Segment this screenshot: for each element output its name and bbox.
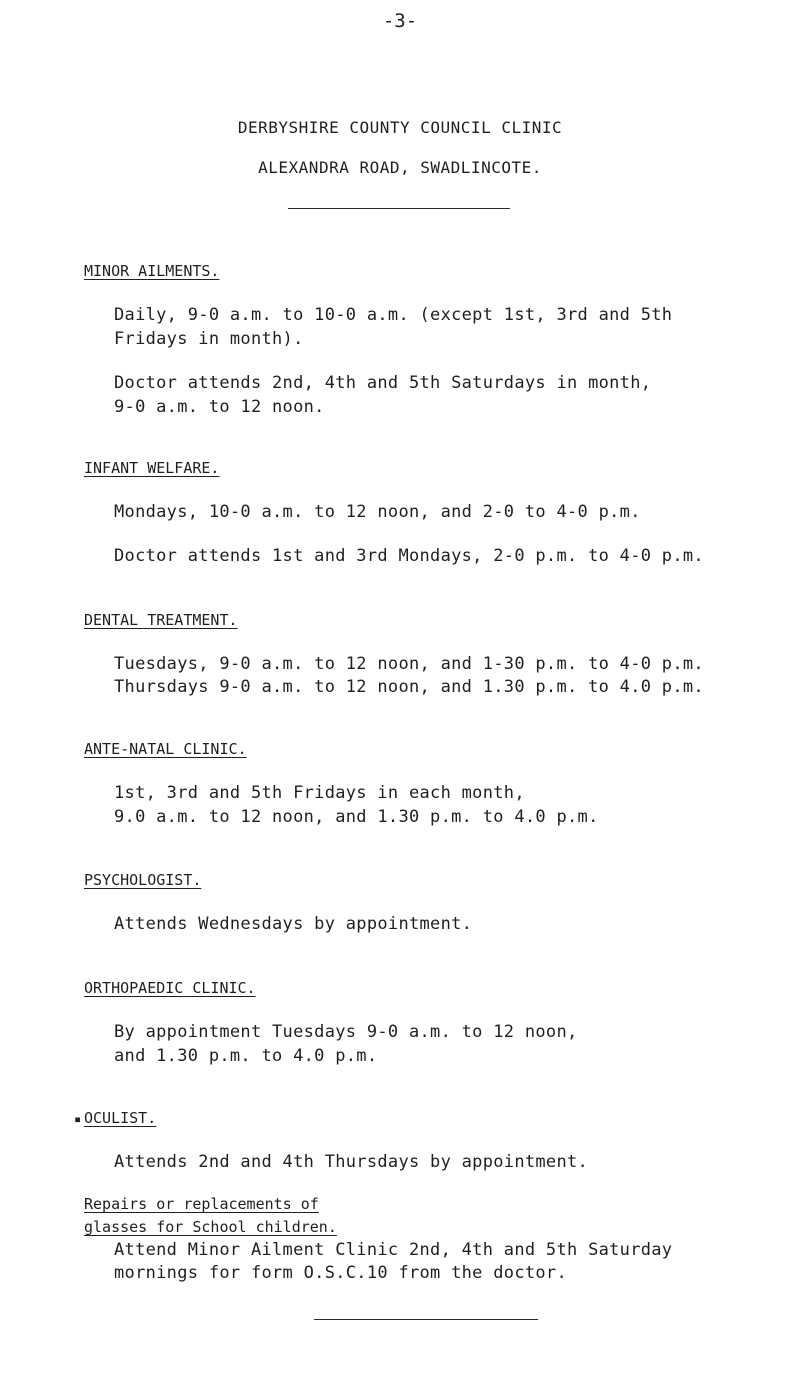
title-divider — [288, 208, 510, 209]
psychologist-line: Attends Wednesdays by appointment. — [114, 914, 473, 934]
ante-natal-clinic-line: 1st, 3rd and 5th Fridays in each month, — [114, 783, 525, 803]
section-heading-repairs-glasses: glasses for School children. — [84, 1218, 337, 1236]
infant-welfare-line: Mondays, 10-0 a.m. to 12 noon, and 2-0 to 4-0 p.m. — [114, 502, 641, 522]
repairs-glasses-line: mornings for form O.S.C.10 from the doctor. — [114, 1263, 567, 1283]
section-heading-ante-natal-clinic: ANTE-NATAL CLINIC. — [84, 740, 247, 758]
page-number: -3- — [382, 10, 418, 32]
section-heading-dental-treatment: DENTAL TREATMENT. — [84, 611, 238, 629]
orthopaedic-clinic-line: By appointment Tuesdays 9-0 a.m. to 12 noon, — [114, 1022, 578, 1042]
oculist-line: Attends 2nd and 4th Thursdays by appointment. — [114, 1152, 589, 1172]
minor-ailments-line: Doctor attends 2nd, 4th and 5th Saturdays in month, — [114, 373, 652, 393]
minor-ailments-line: 9-0 a.m. to 12 noon. — [114, 397, 325, 417]
minor-ailments-line: Fridays in month). — [114, 329, 304, 349]
section-heading-minor-ailments: MINOR AILMENTS. — [84, 262, 220, 280]
minor-ailments-line: Daily, 9-0 a.m. to 10-0 a.m. (except 1st, 3rd and 5th — [114, 305, 673, 325]
dental-treatment-line: Thursdays 9-0 a.m. to 12 noon, and 1.30 p.m. to 4.0 p.m. — [114, 677, 704, 697]
section-heading-oculist: OCULIST. — [84, 1109, 157, 1127]
section-heading-psychologist: PSYCHOLOGIST. — [84, 871, 202, 889]
infant-welfare-line: Doctor attends 1st and 3rd Mondays, 2-0 p.m. to 4-0 p.m. — [114, 546, 704, 566]
section-heading-infant-welfare: INFANT WELFARE. — [84, 459, 220, 477]
document-title: DERBYSHIRE COUNTY COUNCIL CLINIC — [237, 118, 563, 137]
closing-divider — [314, 1319, 538, 1320]
ante-natal-clinic-line: 9.0 a.m. to 12 noon, and 1.30 p.m. to 4.0 p.m. — [114, 807, 599, 827]
repairs-glasses-line: Attend Minor Ailment Clinic 2nd, 4th and 5th Saturday — [114, 1240, 673, 1260]
section-heading-repairs-glasses: Repairs or replacements of — [84, 1195, 319, 1213]
dental-treatment-line: Tuesdays, 9-0 a.m. to 12 noon, and 1-30 p.m. to 4-0 p.m. — [114, 654, 704, 674]
document-subtitle: ALEXANDRA ROAD, SWADLINCOTE. — [258, 158, 542, 177]
section-heading-orthopaedic-clinic: ORTHOPAEDIC CLINIC. — [84, 979, 256, 997]
orthopaedic-clinic-line: and 1.30 p.m. to 4.0 p.m. — [114, 1046, 378, 1066]
stray-mark: ▪ — [74, 1112, 82, 1126]
